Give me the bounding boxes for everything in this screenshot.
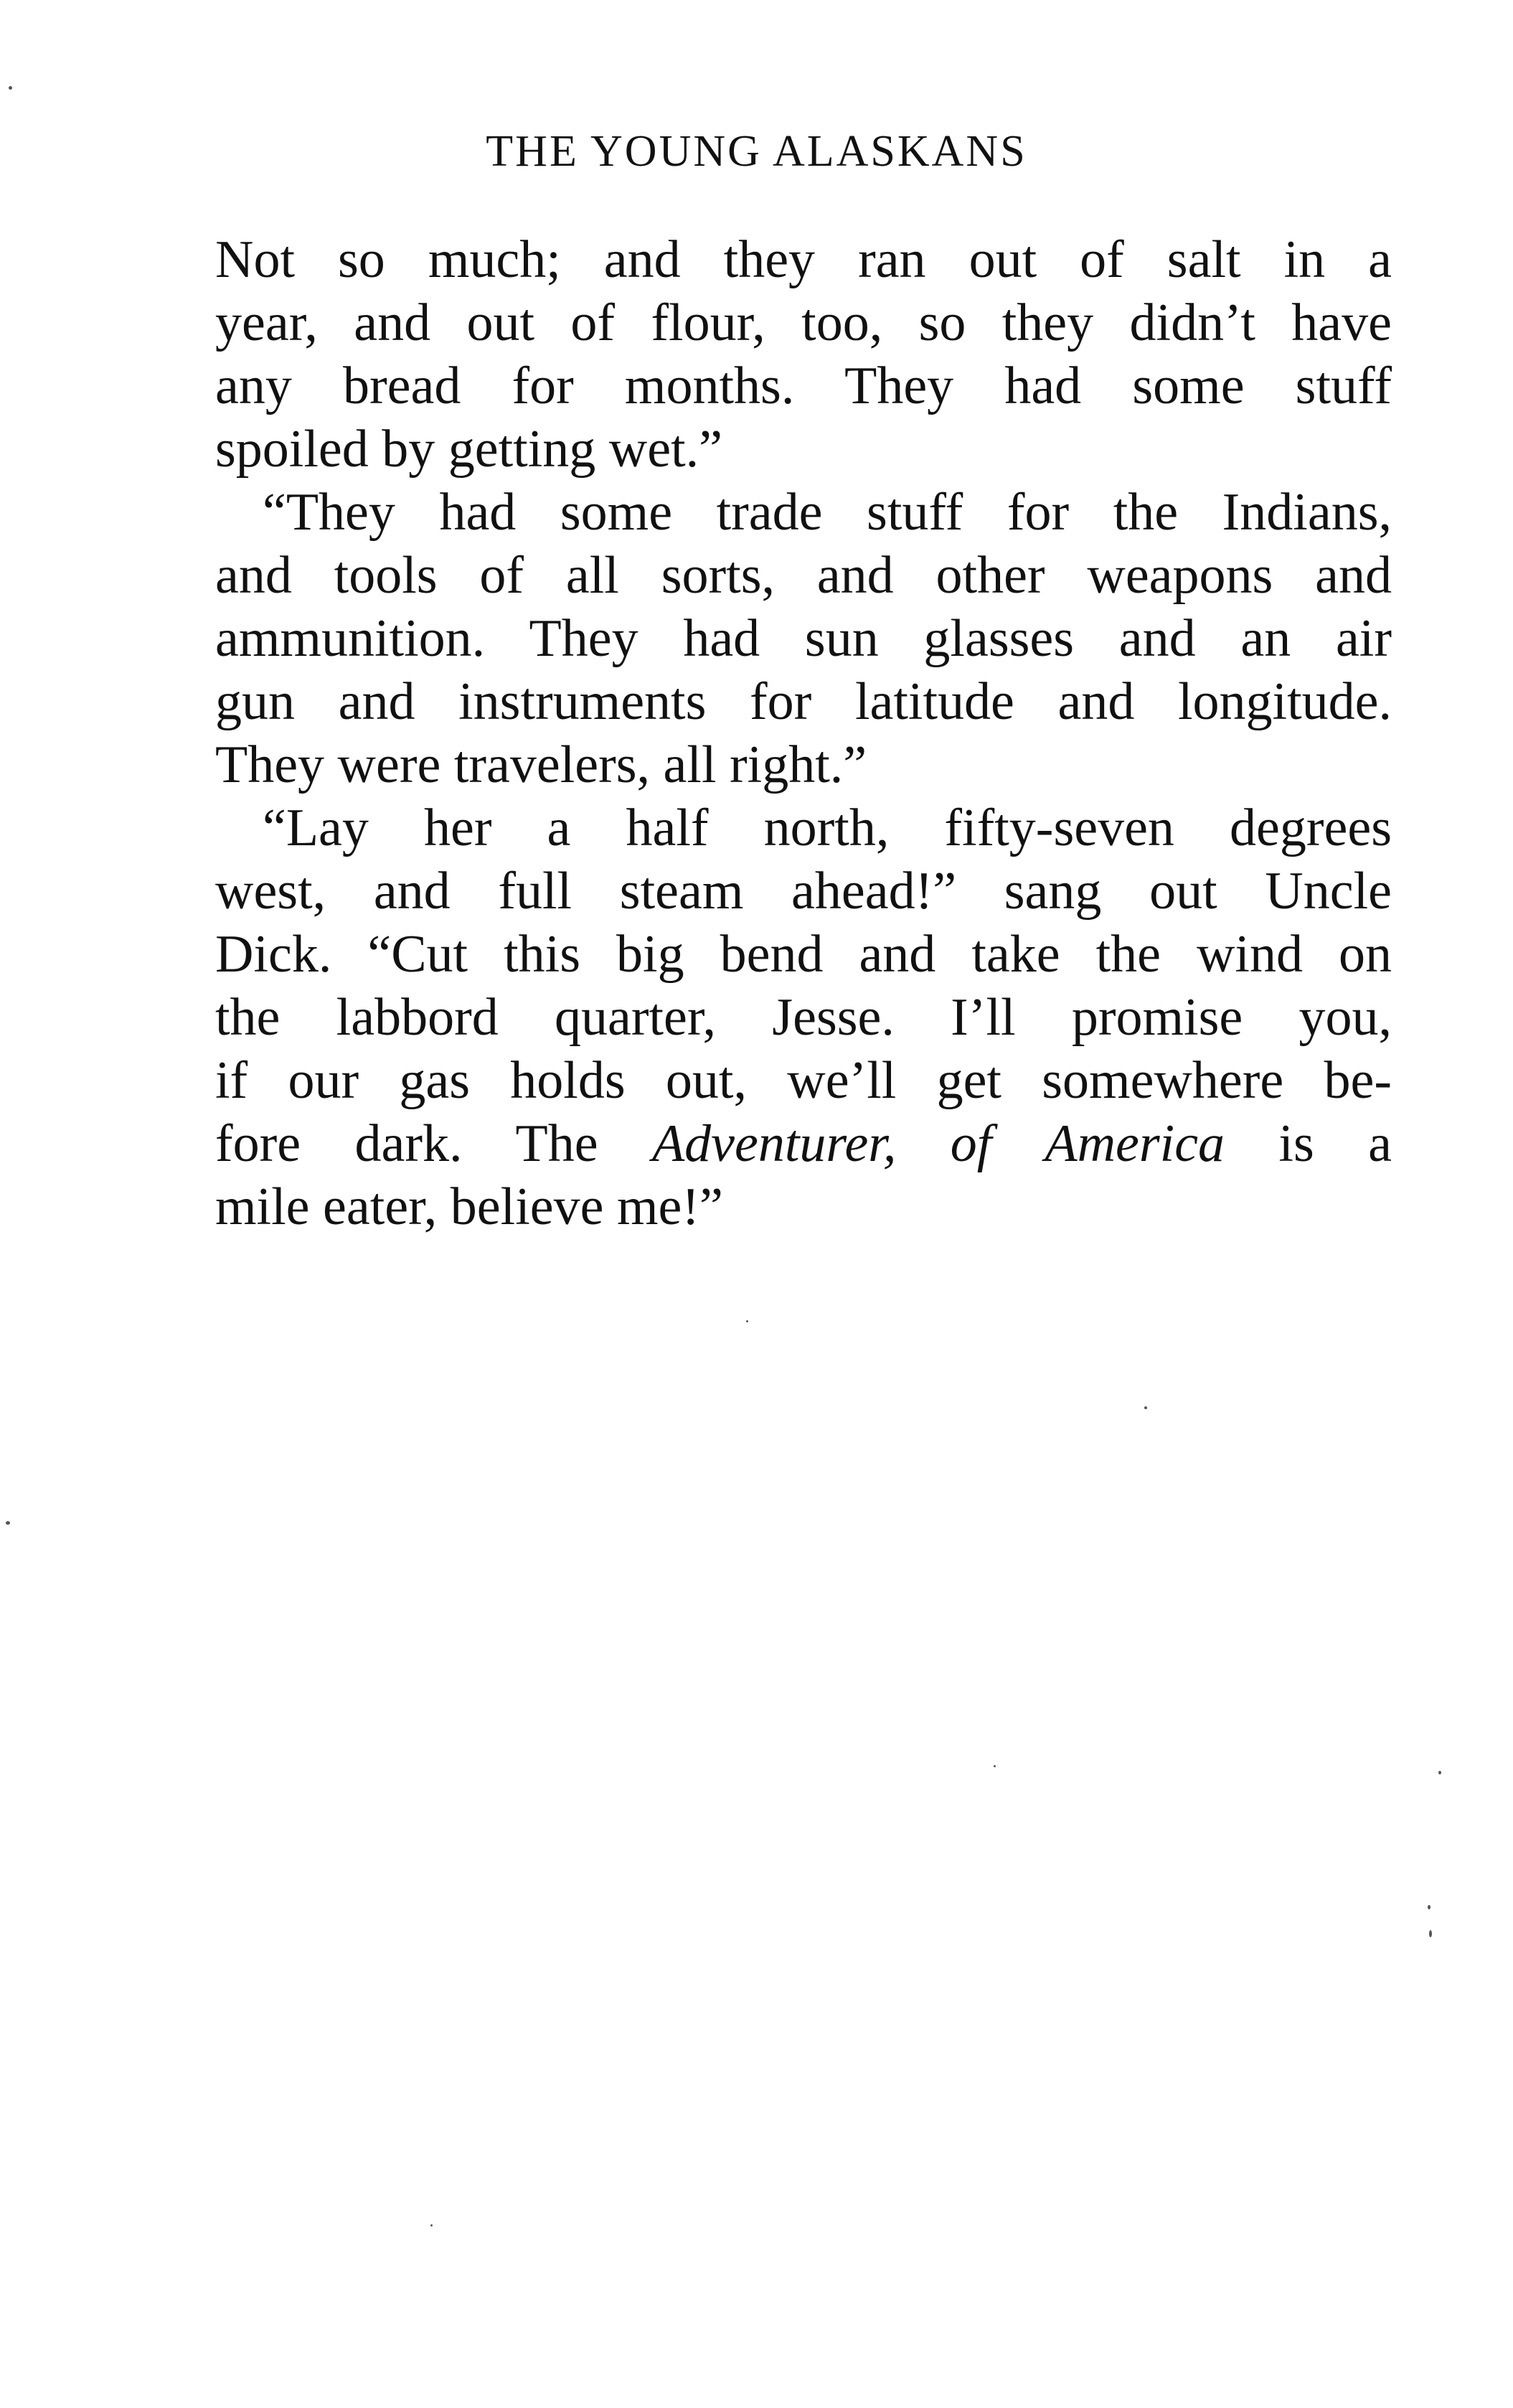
scan-speck [1428,1905,1430,1909]
text-line: Dick. “Cut this big bend and take the wind on [215,925,1392,984]
scan-speck [994,1765,996,1767]
text-line: west, and full steam ahead!” sang out Uncle [215,862,1392,921]
text-line: mile eater, believe me!” [215,1177,723,1236]
text-line: “Lay her a half north, fifty-seven degrees [263,799,1392,857]
text-line: Not so much; and they ran out of salt in a [215,230,1392,289]
scan-speck [1144,1406,1147,1409]
scan-speck [6,1521,10,1525]
text-run: fore dark. The [215,1114,652,1173]
running-head: THE YOUNG ALASKANS [486,127,1027,176]
text-line: any bread for months. They had some stuff [215,357,1392,415]
italic-ship-name: Adventurer, of America [651,1114,1225,1173]
text-line: and tools of all sorts, and other weapons and [215,546,1392,605]
scan-speck [1429,1930,1432,1937]
text-line: the labbord quarter, Jesse. I’ll promise you, [215,988,1392,1047]
text-line: if our gas holds out, we’ll get somewhere be- [215,1051,1392,1110]
text-line: year, and out of flour, too, so they didn’t have [215,293,1392,352]
text-run: is a [1225,1114,1392,1173]
text-line: spoiled by getting wet.” [215,420,722,479]
body-text [215,228,1392,1238]
text-line-with-italic [215,1112,1392,1175]
scan-speck [430,2224,433,2226]
scan-speck [9,86,12,90]
text-line: “They had some trade stuff for the Indians, [263,483,1392,542]
scan-speck [746,1320,748,1322]
text-line: They were travelers, all right.” [215,735,867,794]
text-line: ammunition. They had sun glasses and an air [215,609,1392,668]
scan-speck [1438,1771,1441,1774]
text-line: gun and instruments for latitude and longitude. [215,672,1392,731]
